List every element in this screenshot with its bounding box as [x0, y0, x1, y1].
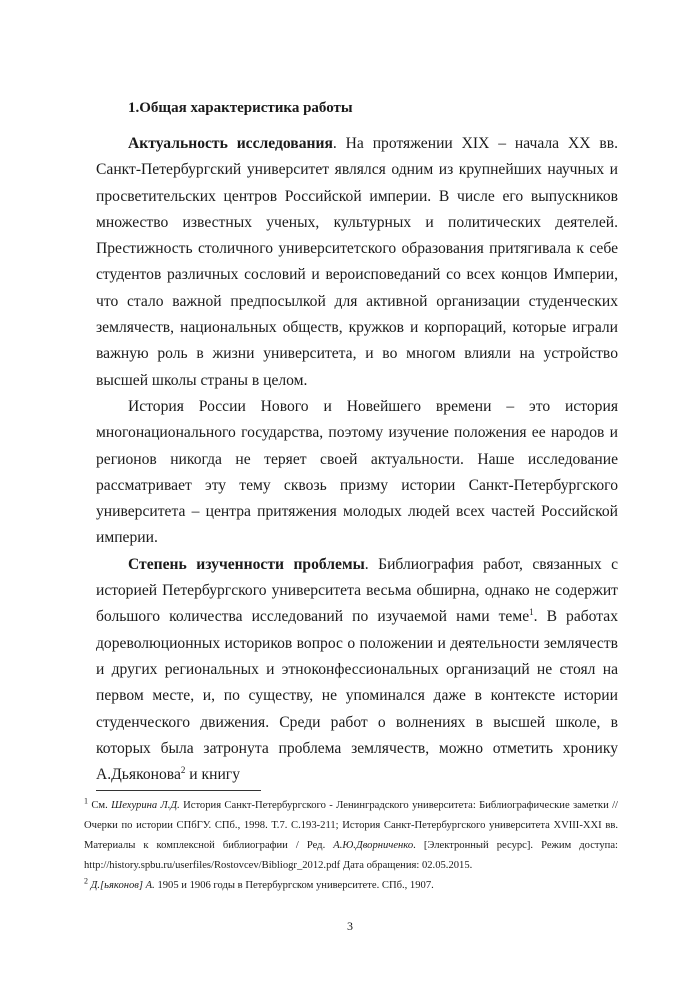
research-state-lead: Степень изученности проблемы: [128, 555, 365, 573]
section-heading: 1.Общая характеристика работы: [128, 100, 353, 116]
footnote-2-author: Д.[ьяконов] А.: [88, 880, 155, 891]
research-state-text-b: . В работах дореволюционных историков вопрос о положении и деятельности землячеств и других региональных и этноконфессиональных организаций не стоял на первом месте, и, по существу, не упоминался даже в контексте истории студенческого движения. Среди работ о волнениях в высшей школе, в которых была затронута проблема землячеств, можно отметить хронику А.Дьяконова: [96, 608, 618, 784]
research-state-text-c: и книгу: [185, 766, 240, 784]
footnote-2: [84, 876, 618, 896]
footnote-1-text: История Санкт-Петербургского - Ленинградского университета: Библиографические заметки // Очерки по истории СПбГУ. СПб., 1998. Т.7. С.193-211; История Санкт-Петербургского университета XVIII-XXI вв. Материалы к комплексной библиографии / Ред.: [84, 800, 618, 851]
relevance-lead: Актуальность исследования: [128, 135, 333, 152]
research-state-text-a: . Библиография работ, связанных с историей Петербургского университета весьма обширна, однако не содержит большого количества исследований по изучаемой нами теме: [96, 555, 618, 626]
footnote-ref-2[interactable]: 2: [180, 764, 186, 775]
footnote-1-number: 1: [84, 796, 88, 806]
footnote-1-author: Шехурина Л.Д.: [111, 800, 180, 811]
footnote-2-number: 2: [84, 876, 88, 886]
footnote-separator: [96, 790, 261, 791]
footnote-1-text-2: . [Электронный ресурс]. Режим доступа: http://history.spbu.ru/userfiles/Rostovcev/Bibliogr_2012.pdf Дата обращения: 02.05.2015.: [84, 840, 618, 871]
footnote-1-editor: А.Ю.Дворниченко: [333, 840, 414, 851]
paragraph-history: История России Нового и Новейшего времени – это история многонационального государства, поэтому изучение положения ее народов и регионов никогда не теряет своей актуальности. Наше исследование рассматривает эту тему сквозь призму истории Санкт-Петербургского университета – центра притяжения молодых людей всех частей Российской империи.: [96, 397, 618, 547]
paragraph-research-state: [96, 552, 618, 789]
footnote-1: [84, 796, 618, 876]
footnote-2-text: 1905 и 1906 годы в Петербургском университете. СПб., 1907.: [154, 880, 434, 891]
page-number: 3: [347, 919, 353, 933]
footnote-ref-1[interactable]: 1: [529, 607, 534, 618]
paragraph-relevance: [96, 131, 618, 394]
footnote-1-pre: См.: [88, 800, 112, 811]
relevance-text: . На протяжении XIX – начала XX вв. Санкт-Петербургский университет являлся одним из крупнейших научных и просветительских центров Российской империи. В числе его выпускников множество известных ученых, культурных и политических деятелей. Престижность столичного университетского образования притягивала к себе студентов различных сословий и вероисповеданий со всех концов Империи, что стало важной предпосылкой для активной организации студенческих землячеств, национальных обществ, кружков и корпораций, которые играли важную роль в жизни университета, и во многом влияли на устройство высшей школы страны в целом.: [96, 135, 618, 389]
footnotes: [84, 796, 618, 896]
body-text: [96, 131, 618, 788]
